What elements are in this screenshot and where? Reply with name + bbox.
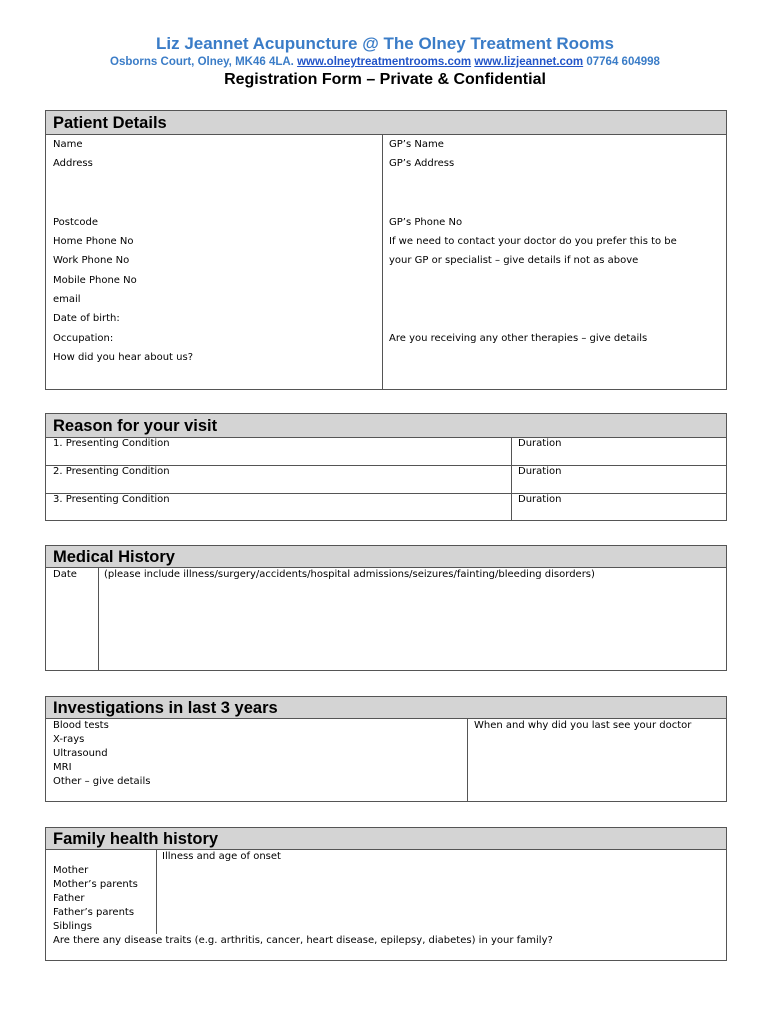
family-siblings[interactable]: Siblings — [53, 921, 92, 932]
field-work-phone[interactable]: Work Phone No — [53, 255, 130, 266]
family-fathers-parents[interactable]: Father’s parents — [53, 907, 135, 918]
field-occupation[interactable]: Occupation: — [53, 333, 114, 344]
field-gp-phone[interactable]: GP’s Phone No — [389, 217, 463, 228]
disease-traits-question[interactable]: Are there any disease traits (e.g. arthritis, cancer, heart disease, epilepsy, diabetes) in your family? — [53, 935, 553, 946]
family-history-heading: Family health history — [46, 828, 726, 850]
medical-date-column[interactable]: Date — [53, 569, 77, 580]
duration-1[interactable]: Duration — [518, 438, 562, 449]
investigation-ultrasound[interactable]: Ultrasound — [53, 748, 108, 759]
family-history-section — [45, 827, 727, 961]
field-home-phone[interactable]: Home Phone No — [53, 236, 134, 247]
family-father[interactable]: Father — [53, 893, 85, 904]
other-therapies-question[interactable]: Are you receiving any other therapies – give details — [389, 333, 648, 344]
field-email[interactable]: email — [53, 294, 81, 305]
duration-2[interactable]: Duration — [518, 466, 562, 477]
field-gp-address[interactable]: GP’s Address — [389, 158, 455, 169]
last-doctor-visit-question[interactable]: When and why did you last see your doctor — [474, 720, 692, 731]
medical-history-note[interactable]: (please include illness/surgery/accidents/hospital admissions/seizures/fainting/bleeding disorders) — [104, 569, 595, 580]
medical-history-section — [45, 545, 727, 671]
investigation-other[interactable]: Other – give details — [53, 776, 151, 787]
field-address[interactable]: Address — [53, 158, 93, 169]
investigation-blood-tests[interactable]: Blood tests — [53, 720, 109, 731]
family-mother[interactable]: Mother — [53, 865, 89, 876]
practice-address: Osborns Court, Olney, MK46 4LA. — [110, 56, 294, 68]
form-title: Registration Form – Private & Confidential — [224, 71, 546, 88]
investigation-x-rays[interactable]: X-rays — [53, 734, 85, 745]
doctor-contact-question[interactable]: If we need to contact your doctor do you prefer this to be — [389, 236, 677, 247]
field-date-of-birth[interactable]: Date of birth: — [53, 313, 120, 324]
investigations-section — [45, 696, 727, 802]
medical-history-heading: Medical History — [46, 546, 726, 568]
illness-onset-column: Illness and age of onset — [162, 851, 281, 862]
patient-details-heading: Patient Details — [46, 111, 726, 135]
practice-contact-line — [0, 56, 770, 68]
field-mobile-phone[interactable]: Mobile Phone No — [53, 275, 137, 286]
presenting-condition-1[interactable]: 1. Presenting Condition — [53, 438, 170, 449]
field-postcode[interactable]: Postcode — [53, 217, 99, 228]
patient-details-section — [45, 110, 727, 390]
field-referral-source[interactable]: How did you hear about us? — [53, 352, 193, 363]
reason-for-visit-section — [45, 413, 727, 521]
practice-title: Liz Jeannet Acupuncture @ The Olney Treatment Rooms — [155, 34, 615, 53]
investigations-heading: Investigations in last 3 years — [46, 697, 726, 719]
investigation-mri[interactable]: MRI — [53, 762, 72, 773]
website-link-lizjeannet[interactable]: www.lizjeannet.com — [474, 56, 584, 68]
presenting-condition-3[interactable]: 3. Presenting Condition — [53, 494, 170, 505]
website-link-olney[interactable]: www.olneytreatmentrooms.com — [297, 56, 472, 68]
presenting-condition-2[interactable]: 2. Presenting Condition — [53, 466, 170, 477]
duration-3[interactable]: Duration — [518, 494, 562, 505]
field-gp-name[interactable]: GP’s Name — [389, 139, 444, 150]
field-name[interactable]: Name — [53, 139, 83, 150]
family-mothers-parents[interactable]: Mother’s parents — [53, 879, 138, 890]
practice-phone: 07764 604998 — [586, 56, 660, 68]
reason-for-visit-heading: Reason for your visit — [46, 414, 726, 438]
doctor-contact-question-cont: your GP or specialist – give details if not as above — [389, 255, 639, 266]
